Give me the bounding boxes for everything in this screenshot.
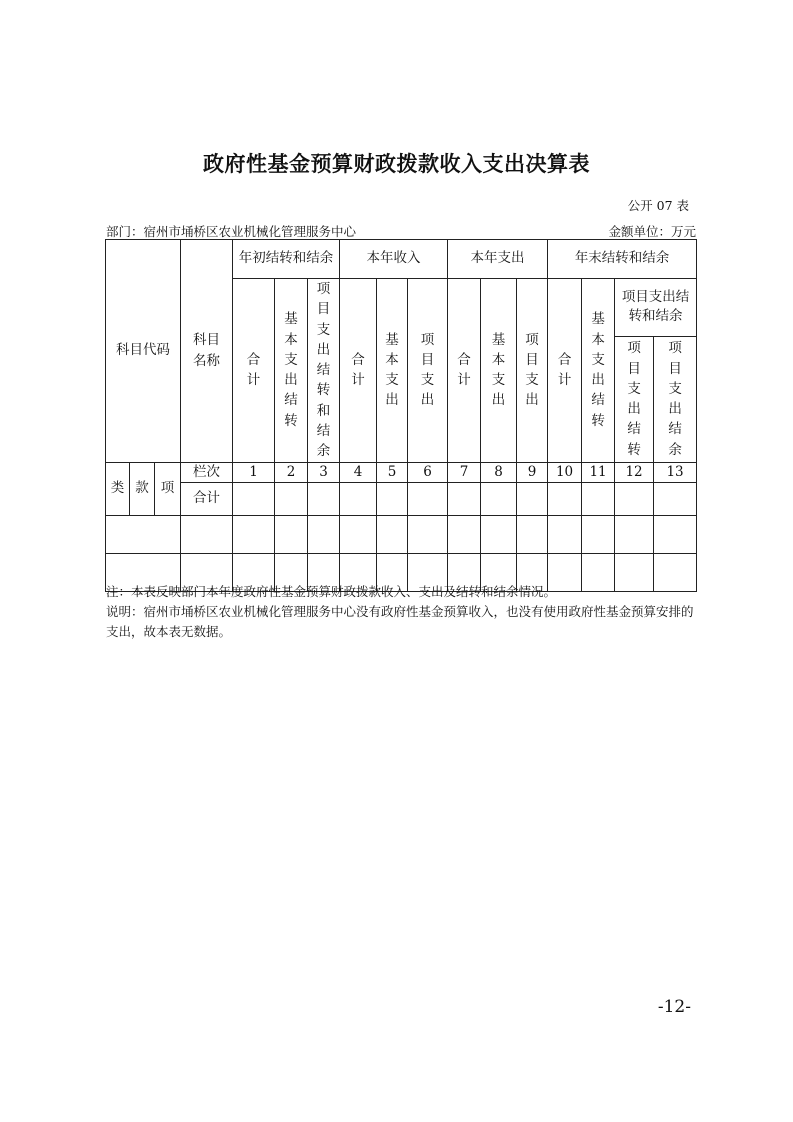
- col-number: 12: [615, 462, 654, 483]
- closing-project-carry-header: 项目支出结转: [615, 337, 654, 462]
- note-text: 注：本表反映部门本年度政府性基金预算财政拨款收入、支出及结转和结余情况。: [106, 584, 557, 599]
- table-cell: [654, 483, 697, 516]
- table-row: [106, 516, 697, 554]
- explanation-text: 说明：宿州市埇桥区农业机械化管理服务中心没有政府性基金预算收入，也没有使用政府性基金预算安排的支出，故本表无数据。: [106, 604, 694, 639]
- opening-total-header: 合计: [233, 279, 275, 463]
- table-cell: [517, 516, 548, 554]
- col-index-label: 栏次: [181, 462, 233, 483]
- table-cell: [408, 483, 448, 516]
- col-number: 11: [582, 462, 615, 483]
- table-cell: [481, 483, 517, 516]
- name-header: 科目名称: [181, 240, 233, 463]
- table-cell: [582, 483, 615, 516]
- table-cell: [377, 516, 408, 554]
- table-cell: [233, 483, 275, 516]
- total-row-label: 合计: [181, 483, 233, 516]
- col-number: 10: [548, 462, 582, 483]
- group-closing-balance: 年末结转和结余: [548, 240, 697, 279]
- code-header: 科目代码: [106, 240, 181, 463]
- income-project-header: 项目支出: [408, 279, 448, 463]
- table-cell: [181, 516, 233, 554]
- table-cell: [548, 483, 582, 516]
- income-total-header: 合计: [340, 279, 377, 463]
- page-title: 政府性基金预算财政拨款收入支出决算表: [203, 152, 590, 176]
- group-income: 本年收入: [340, 240, 448, 279]
- table-cell: [275, 483, 308, 516]
- col-number: 5: [377, 462, 408, 483]
- table-cell: [377, 483, 408, 516]
- table-cell: [448, 483, 481, 516]
- form-code: 公开 07 表: [627, 198, 689, 213]
- opening-basic-header: 基本支出结转: [275, 279, 308, 463]
- group-expenditure: 本年支出: [448, 240, 548, 279]
- col-number: 4: [340, 462, 377, 483]
- col-number: 9: [517, 462, 548, 483]
- table-cell: [654, 516, 697, 554]
- table-cell: [340, 516, 377, 554]
- table-cell: [233, 516, 275, 554]
- category-label: 类: [106, 462, 130, 516]
- table-cell: [106, 516, 181, 554]
- table-cell: [308, 483, 340, 516]
- table-cell: [517, 483, 548, 516]
- table-cell: [275, 516, 308, 554]
- group-opening-balance: 年初结转和结余: [233, 240, 340, 279]
- closing-project-surplus-header: 项目支出结余: [654, 337, 697, 462]
- opening-project-header: 项目支出结转和结余: [308, 279, 340, 463]
- table-cell: [548, 516, 582, 554]
- page-number: -12-: [657, 997, 691, 1017]
- table-cell: [615, 483, 654, 516]
- col-number: 1: [233, 462, 275, 483]
- department-line: [106, 222, 696, 240]
- table-cell: [408, 516, 448, 554]
- col-number: 13: [654, 462, 697, 483]
- budget-table: [105, 239, 697, 592]
- col-number: 7: [448, 462, 481, 483]
- expense-total-header: 合计: [448, 279, 481, 463]
- table-cell: [582, 516, 615, 554]
- table-cell: [615, 516, 654, 554]
- closing-total-header: 合计: [548, 279, 582, 463]
- table-cell: [308, 516, 340, 554]
- department-label: 部门：宿州市埇桥区农业机械化管理服务中心: [106, 224, 357, 239]
- closing-project-group-header: 项目支出结转和结余: [615, 279, 697, 337]
- table-cell: [448, 516, 481, 554]
- income-basic-header: 基本支出: [377, 279, 408, 463]
- notes: [106, 582, 696, 642]
- closing-basic-header: 基本支出结转: [582, 279, 615, 463]
- col-number: 6: [408, 462, 448, 483]
- expense-project-header: 项目支出: [517, 279, 548, 463]
- col-number: 2: [275, 462, 308, 483]
- col-number: 8: [481, 462, 517, 483]
- unit-label: 金额单位：万元: [608, 224, 696, 239]
- table-cell: [340, 483, 377, 516]
- section-label: 款: [130, 462, 155, 516]
- table-cell: [481, 516, 517, 554]
- expense-basic-header: 基本支出: [481, 279, 517, 463]
- item-label: 项: [155, 462, 181, 516]
- col-number: 3: [308, 462, 340, 483]
